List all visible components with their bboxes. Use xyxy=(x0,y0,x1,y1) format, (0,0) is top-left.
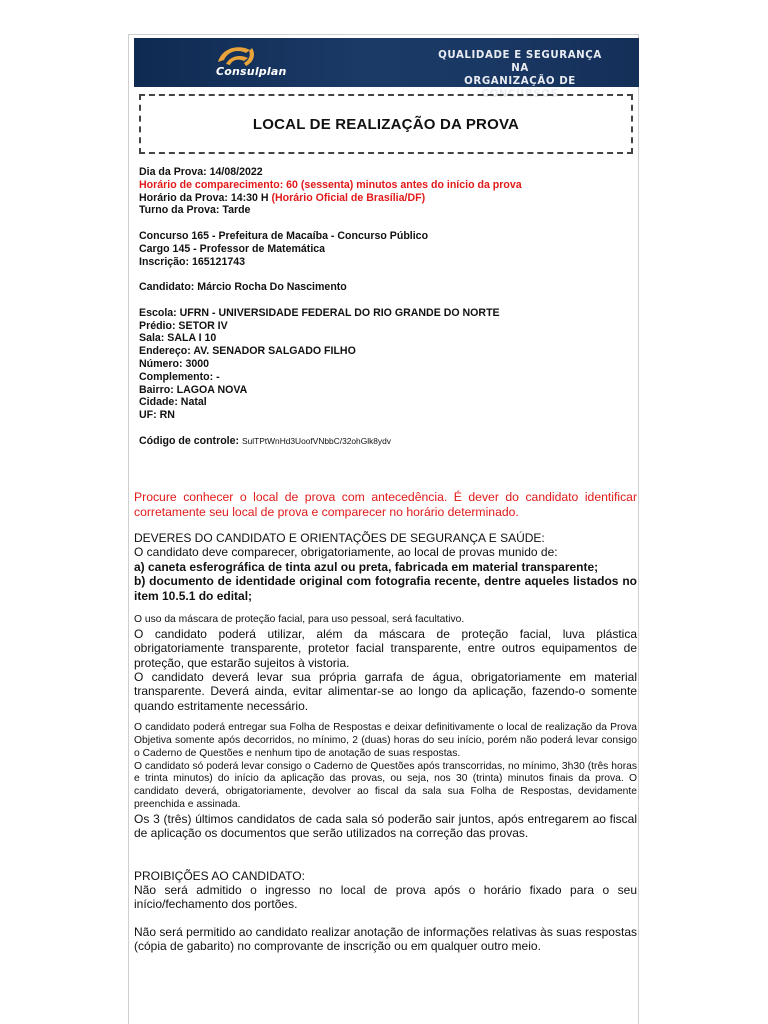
control-code xyxy=(139,435,629,448)
city: Cidade: Natal xyxy=(139,396,207,409)
address-number: Número: 3000 xyxy=(139,357,210,370)
prohibition-2: Não será permitido ao candidato realizar anotação de informações relativas às suas respostas (cópia de gabarito) no comprovante de inscrição ou em qualquer outro meio. xyxy=(134,924,637,954)
water-note: O candidato deverá levar sua própria garrafa de água, obrigatoriamente em material transparente. Deverá ainda, evitar alimentar-se ao longo da aplicação, fazendo-o somente quando estritamente necessário. xyxy=(134,670,637,713)
exam-date: Dia da Prova: 14/08/2022 xyxy=(139,166,263,178)
duties-heading: DEVERES DO CANDIDATO E ORIENTAÇÕES DE SEGURANÇA E SAÚDE: xyxy=(134,531,545,545)
position: Cargo 145 - Professor de Matemática xyxy=(139,242,326,255)
neighborhood: Bairro: LAGOA NOVA xyxy=(139,383,248,396)
official-time-note: (Horário Oficial de Brasília/DF) xyxy=(271,191,426,204)
last-candidates-note: Os 3 (três) últimos candidatos de cada sala só poderão sair juntos, após entregarem ao fiscal de aplicação os documentos que serão utilizados na correção das provas. xyxy=(134,811,637,841)
control-code-value: SulTPtWnHd3UoofVNbbC/32ohGlk8ydv xyxy=(242,435,391,446)
notice-text: Procure conhecer o local de prova com antecedência. É dever do candidato identificar corretamente seu local de prova e comparecer no horário determinado. xyxy=(134,490,637,519)
answer-sheet-note: O candidato poderá entregar sua Folha de Respostas e deixar definitivamente o local de realização da Prova Objetiva somente após decorridos, no mínimo, 2 (duas) horas do seu início, porém não poderá levar consigo o Caderno de Questões e nenhum tipo de anotação de suas respostas. xyxy=(134,722,637,759)
duty-item-b: b) documento de identidade original com fotografia recente, dentre aqueles listados no item 10.5.1 do edital; xyxy=(134,574,637,603)
exam-time xyxy=(139,192,629,205)
exam-shift: Turno da Prova: Tarde xyxy=(139,204,251,217)
instructions xyxy=(134,490,637,954)
exam-info xyxy=(139,166,629,448)
arrival-time: Horário de comparecimento: 60 (sessenta) minutos antes do início da prova xyxy=(139,178,522,191)
duties-intro: O candidato deve comparecer, obrigatoriamente, ao local de provas munido de: xyxy=(134,545,558,560)
candidate-name: Candidato: Márcio Rocha Do Nascimento xyxy=(139,281,347,294)
gloves-note: O candidato poderá utilizar, além da máscara de proteção facial, luva plástica obrigatoriamente transparente, protetor facial transparente, entre outros equipamentos de proteção, que estarão sujeitos à vistoria. xyxy=(134,626,637,670)
school: Escola: UFRN - UNIVERSIDADE FEDERAL DO RIO GRANDE DO NORTE xyxy=(139,306,500,319)
room: Sala: SALA I 10 xyxy=(139,332,217,345)
slogan-line-1: QUALIDADE E SEGURANÇA NA xyxy=(438,50,602,74)
contest: Concurso 165 - Prefeitura de Macaíba - Concurso Público xyxy=(139,229,429,242)
slogan-line-2: ORGANIZAÇÃO DE CONCURSOS xyxy=(464,76,576,100)
control-code-label: Código de controle: xyxy=(139,434,242,447)
title-box xyxy=(139,94,633,154)
building: Prédio: SETOR IV xyxy=(139,319,228,332)
prohibitions-heading: PROIBIÇÕES AO CANDIDATO: xyxy=(134,868,305,883)
state: UF: RN xyxy=(139,409,175,422)
exam-time-label: Horário da Prova: 14:30 H xyxy=(139,191,272,204)
address-complement: Complemento: - xyxy=(139,370,220,383)
page-title: LOCAL DE REALIZAÇÃO DA PROVA xyxy=(252,115,520,133)
mask-note: O uso da máscara de proteção facial, para uso pessoal, será facultativo. xyxy=(134,614,465,626)
duty-item-a: a) caneta esferográfica de tinta azul ou preta, fabricada em material transparente; xyxy=(134,559,599,574)
header-banner xyxy=(134,38,639,100)
logo-text: Consulplan xyxy=(216,65,287,78)
prohibition-1: Não será admitido o ingresso no local de prova após o horário fixado para o seu início/fechamento dos portões. xyxy=(134,883,637,912)
address: Endereço: AV. SENADOR SALGADO FILHO xyxy=(139,345,356,358)
question-booklet-note: O candidato só poderá levar consigo o Caderno de Questões após transcorridas, no mínimo, 3h30 (três horas e trinta minutos) do início da aplicação das provas, ou seja, nos 30 (trinta) minutos finais da prova. O candidato deverá, obrigatoriamente, devolver ao fiscal da sala sua Folha de Respostas, devidamente preenchida e assinada. xyxy=(134,760,637,811)
registration: Inscrição: 165121743 xyxy=(139,255,246,268)
